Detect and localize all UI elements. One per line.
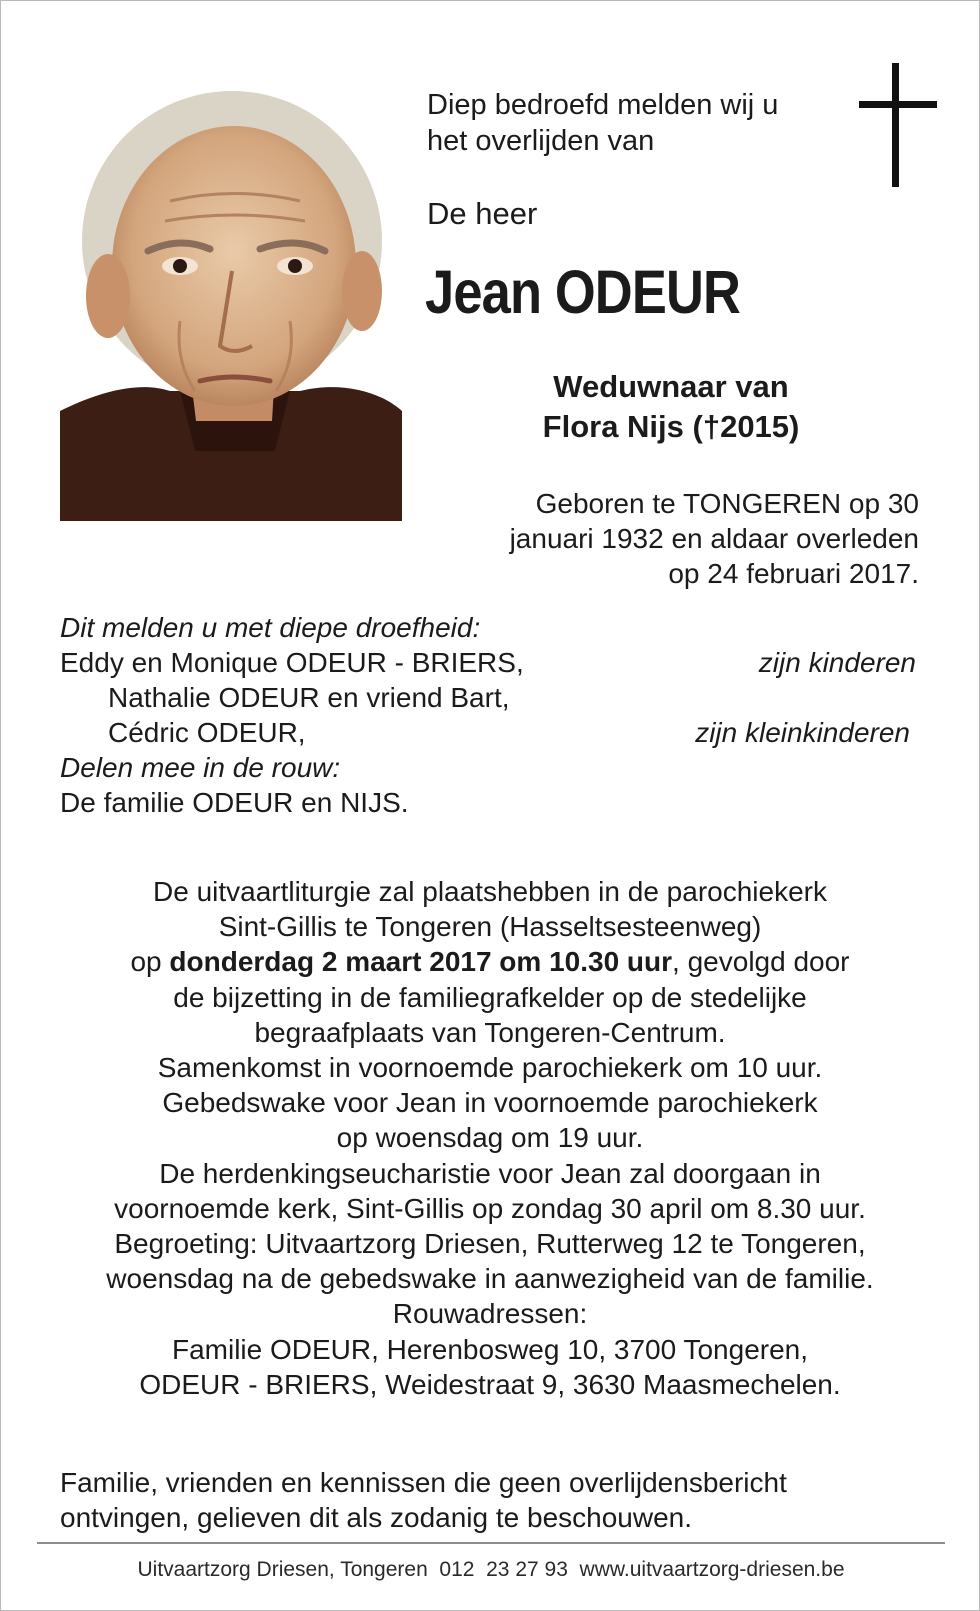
ceremony-line-9: De herdenkingseucharistie voor Jean zal doorgaan in [159, 1157, 821, 1189]
widower-info [471, 367, 871, 447]
footer-divider [37, 1542, 945, 1544]
intro-line-1: Diep bedroefd melden wij u [427, 89, 779, 121]
ceremony-line-1: De uitvaartliturgie zal plaatshebben in de parochiekerk [153, 876, 827, 907]
ceremony-details [21, 874, 959, 1402]
salutation: De heer [427, 196, 538, 231]
birth-line-1: Geboren te TONGEREN op 30 [535, 488, 919, 519]
birth-death-info [421, 486, 919, 591]
ceremony-line-6: Samenkomst in voornoemde parochiekerk om 10 uur. [157, 1052, 823, 1084]
family-heading: Dit melden u met diepe droefheid: [60, 612, 481, 643]
intro-text [427, 87, 827, 159]
children-names: Eddy en Monique ODEUR - BRIERS, [60, 647, 524, 678]
children-role: zijn kinderen [758, 647, 916, 678]
ceremony-line-8: op woensdag om 19 uur. [336, 1122, 644, 1154]
ceremony-line-15: ODEUR - BRIERS, Weidestraat 9, 3630 Maasmechelen. [139, 1368, 841, 1400]
deceased-name: Jean ODEUR [425, 258, 741, 326]
grandchild-1: Nathalie ODEUR en vriend Bart, [108, 682, 510, 713]
ceremony-line-2: Sint-Gillis te Tongeren (Hasseltsesteenweg) [218, 911, 762, 943]
mourn-family: De familie ODEUR en NIJS. [60, 787, 409, 818]
family-row-grandchild-1 [60, 680, 920, 715]
cross-icon [859, 63, 937, 187]
family-row-grandchild-2 [60, 715, 920, 750]
ceremony-line-14: Familie ODEUR, Herenbosweg 10, 3700 Tongeren, [171, 1333, 809, 1365]
mourn-heading: Delen mee in de rouw: [60, 752, 341, 783]
portrait-photo [60, 91, 402, 521]
birth-line-3: op 24 februari 2017. [668, 558, 919, 589]
ceremony-date-suffix: , gevolgd door [672, 946, 850, 978]
ceremony-line-5: begraafplaats van Tongeren-Centrum. [254, 1016, 726, 1048]
grandchild-2: Cédric ODEUR, [108, 717, 306, 748]
ceremony-line-11: Begroeting: Uitvaartzorg Driesen, Rutterweg 12 te Tongeren, [114, 1228, 866, 1260]
footer-contact: Uitvaartzorg Driesen, Tongeren 012 23 27 93 www.uitvaartzorg-driesen.be [137, 1558, 845, 1581]
family-list [60, 610, 920, 820]
family-row-children [60, 645, 920, 680]
ceremony-line-4: de bijzetting in de familiegrafkelder op de stedelijke [173, 981, 807, 1013]
ceremony-line-13: Rouwadressen: [392, 1298, 588, 1330]
birth-line-2: januari 1932 en aldaar overleden [509, 523, 919, 554]
ceremony-line-3 [21, 944, 959, 979]
ceremony-line-12: woensdag na de gebedswake in aanwezigheid van de familie. [106, 1263, 874, 1295]
ceremony-line-7: Gebedswake voor Jean in voornoemde parochiekerk [162, 1087, 818, 1119]
grandchildren-role: zijn kleinkinderen [695, 717, 910, 748]
ceremony-line-10: voornoemde kerk, Sint-Gillis op zondag 30 april om 8.30 uur. [114, 1192, 866, 1224]
widower-line-2: Flora Nijs (†2015) [542, 409, 800, 444]
notice-text [60, 1465, 920, 1535]
intro-line-2: het overlijden van [427, 125, 655, 157]
notice-line-1: Familie, vrienden en kennissen die geen overlijdensbericht [60, 1467, 787, 1498]
ceremony-date-prefix: op [130, 946, 170, 978]
ceremony-date: donderdag 2 maart 2017 om 10.30 uur [169, 946, 673, 978]
widower-line-1: Weduwnaar van [553, 369, 789, 404]
notice-line-2: ontvingen, gelieven dit als zodanig te beschouwen. [60, 1502, 692, 1533]
